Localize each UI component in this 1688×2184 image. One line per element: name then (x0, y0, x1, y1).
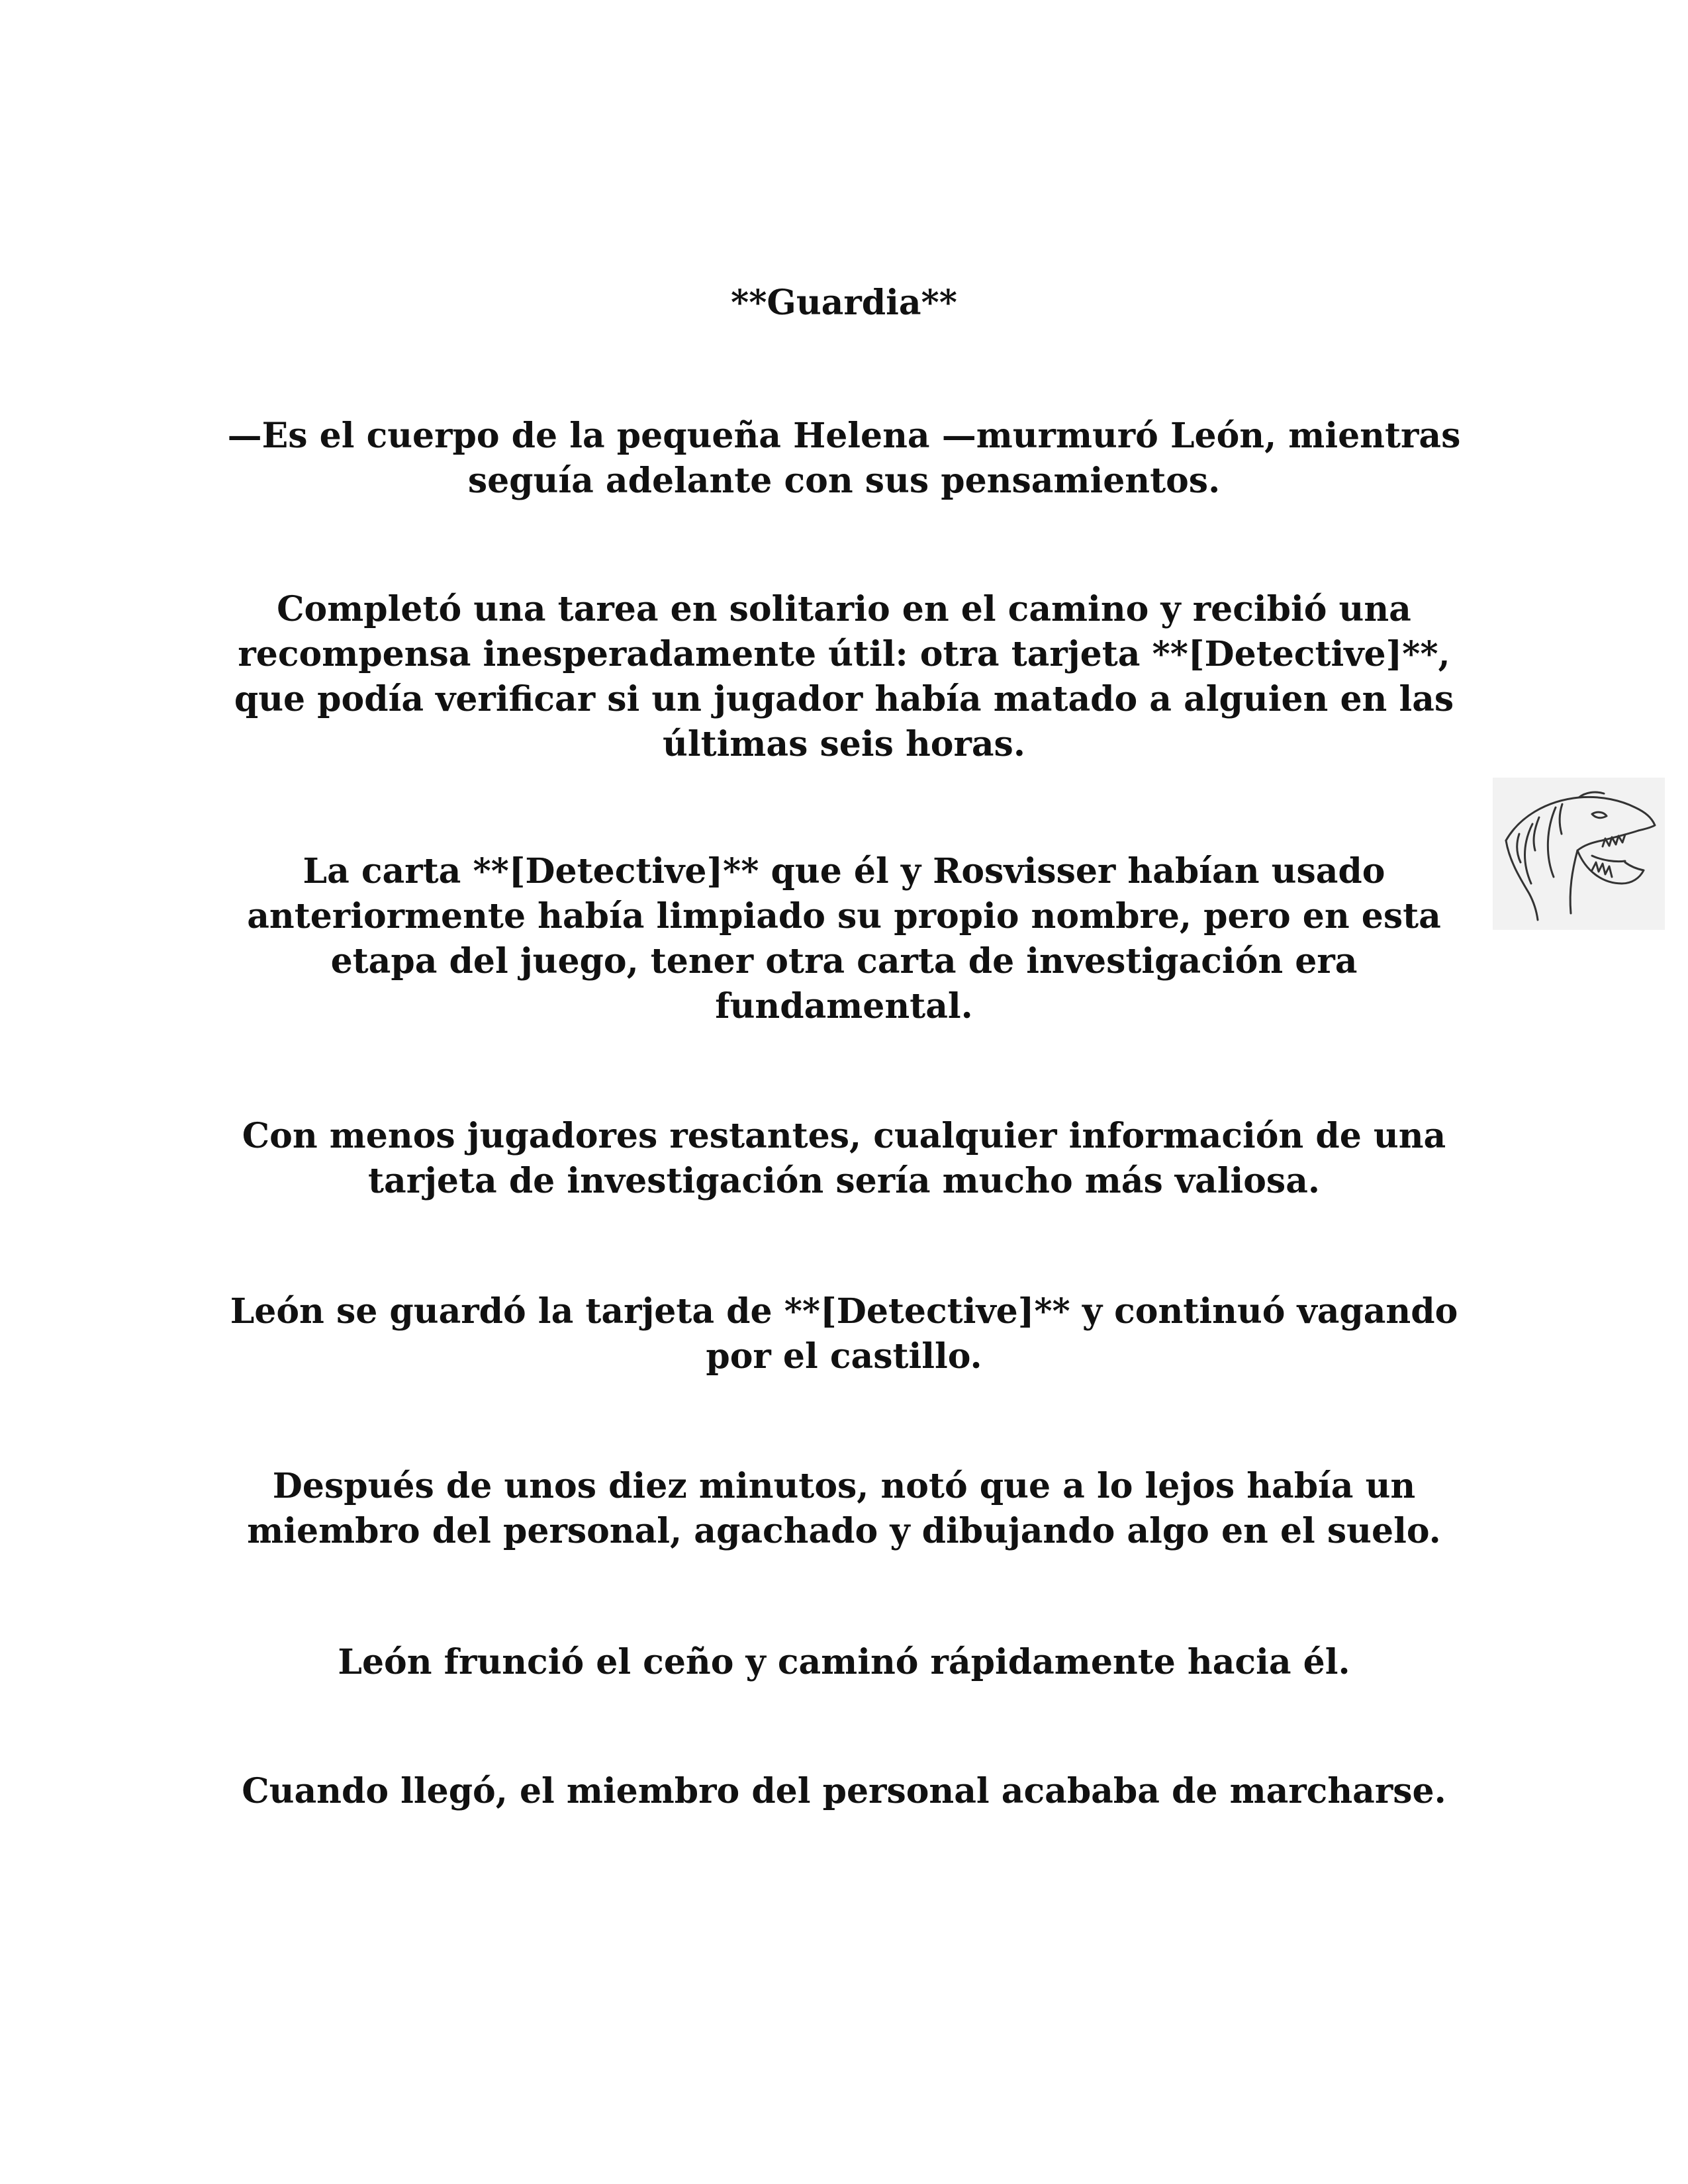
paragraph-6: Después de unos diez minutos, notó que a lo lejos había un miembro del personal, agachado y dibujando algo en el suelo. (247, 1466, 1441, 1551)
paragraph-8: Cuando llegó, el miembro del personal acababa de marcharse. (242, 1771, 1446, 1811)
paragraph-1: —Es el cuerpo de la pequeña Helena —murmuró León, mientras seguía adelante con sus pensamientos. (227, 416, 1461, 501)
chapter-title: **Guardia** (731, 283, 957, 323)
dinosaur-head-sketch-icon (1493, 778, 1665, 930)
paragraph-4: Con menos jugadores restantes, cualquier información de una tarjeta de investigación sería mucho más valiosa. (242, 1116, 1446, 1201)
paragraph-5: León se guardó la tarjeta de **[Detective]** y continuó vagando por el castillo. (230, 1291, 1458, 1377)
paragraph-2: Completó una tarea en solitario en el camino y recibió una recompensa inesperadamente útil: otra tarjeta **[Detective]**, que podía verificar si un jugador había matado a alguien en las últimas seis horas. (234, 589, 1454, 764)
paragraph-7: León frunció el ceño y caminó rápidamente hacia él. (338, 1642, 1350, 1682)
paragraph-3: La carta **[Detective]** que él y Rosvisser habían usado anteriormente había limpiado su propio nombre, pero en esta etapa del juego, tener otra carta de investigación era fundamental. (247, 851, 1441, 1026)
